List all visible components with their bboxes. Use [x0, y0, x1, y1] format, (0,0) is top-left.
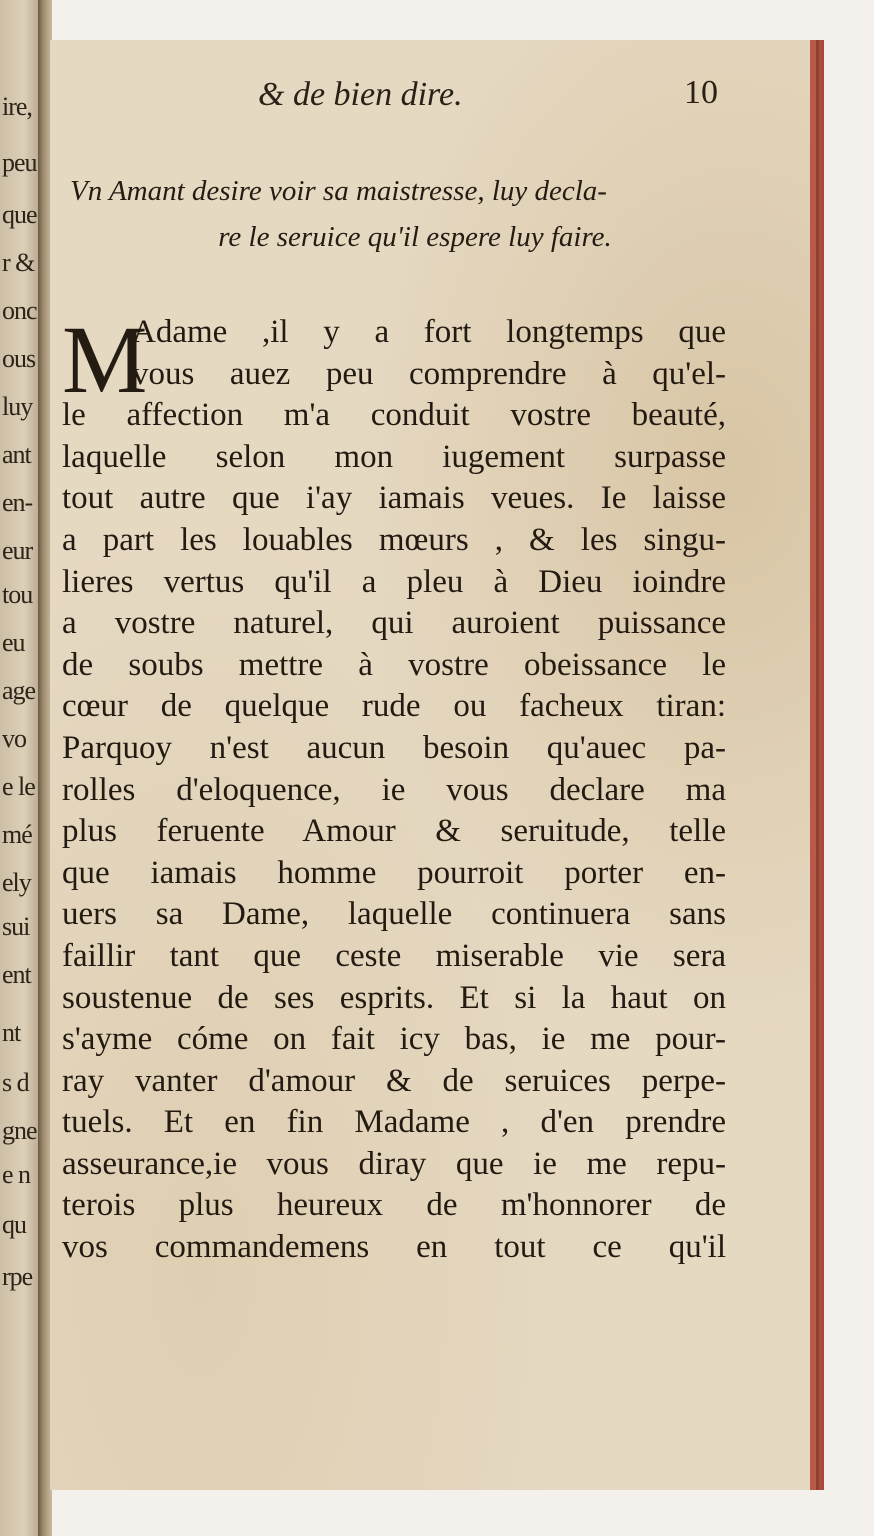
text-line: a vostre naturel, qui auroient puissance: [62, 605, 726, 642]
previous-page-fragment: tou: [2, 580, 33, 609]
chapter-heading: [70, 168, 760, 260]
previous-page-fragment: eur: [2, 536, 33, 565]
text-line: Adame ,il y a fort longtemps que: [132, 314, 726, 350]
previous-page-fragment: gne: [2, 1116, 37, 1145]
text-line: soustenue de ses esprits. Et si la haut on: [62, 979, 726, 1016]
previous-page-fragment: e le: [2, 772, 35, 801]
previous-page-fragment: ely: [2, 868, 31, 897]
text-line: tuels. Et en fin Madame , d'en prendre: [62, 1104, 726, 1141]
previous-page-fragment: mé: [2, 820, 32, 849]
previous-page-fragment: luy: [2, 392, 33, 421]
text-line: s'ayme cóme on fait icy bas, ie me pour-: [62, 1021, 726, 1058]
previous-page-fragment: ant: [2, 440, 31, 469]
previous-page-fragment: en-: [2, 488, 33, 517]
text-line: tout autre que i'ay iamais veues. Ie laisse: [62, 480, 726, 517]
text-line: cœur de quelque rude ou facheux tiran:: [62, 688, 726, 725]
previous-page-fragment: qu: [2, 1210, 26, 1239]
text-line: vos commandemens en tout ce qu'il: [62, 1229, 726, 1266]
text-line: terois plus heureux de m'honnorer de: [62, 1187, 726, 1224]
page-number: 10: [684, 74, 718, 111]
body-text: [62, 306, 726, 1269]
previous-page-fragment: nt: [2, 1018, 21, 1047]
previous-page-fragment: peu: [2, 148, 37, 177]
text-line: a part les louables mœurs , & les singu-: [62, 521, 726, 558]
previous-page-fragment: s d: [2, 1068, 29, 1097]
previous-page-edge: [0, 0, 40, 1536]
text-line: laquelle selon mon iugement surpasse: [62, 438, 726, 475]
text-line: que iamais homme pourroit porter en-: [62, 854, 726, 891]
text-line: uers sa Dame, laquelle continuera sans: [62, 896, 726, 933]
previous-page-fragment: que: [2, 200, 37, 229]
text-line: Parquoy n'est aucun besoin qu'auec pa-: [62, 729, 726, 766]
previous-page-fragment: ent: [2, 960, 31, 989]
previous-page-fragment: e n: [2, 1160, 31, 1189]
chapter-heading-line: Vn Amant desire voir sa maistresse, luy decla-: [70, 175, 607, 207]
previous-page-fragment: r &: [2, 248, 35, 277]
previous-page-fragment: age: [2, 676, 36, 705]
previous-page-fragment: rpe: [2, 1262, 33, 1291]
previous-page-fragment: ous: [2, 344, 36, 373]
text-line: lieres vertus qu'il a pleu à Dieu ioindre: [62, 563, 726, 600]
previous-page-fragment: ire,: [2, 92, 32, 121]
cover-edge: [810, 40, 824, 1490]
drop-cap: M: [62, 306, 148, 413]
previous-page-fragment: sui: [2, 912, 30, 941]
text-line: de soubs mettre à vostre obeissance le: [62, 646, 726, 683]
text-line: ray vanter d'amour & de seruices perpe-: [62, 1062, 726, 1099]
text-line: faillir tant que ceste miserable vie sera: [62, 937, 726, 974]
previous-page-fragment: vo: [2, 724, 26, 753]
text-line: le affection m'a conduit vostre beauté,: [62, 397, 726, 434]
text-line: rolles d'eloquence, ie vous declare ma: [62, 771, 726, 808]
previous-page-fragment: eu: [2, 628, 25, 657]
running-head: & de bien dire.: [258, 76, 463, 113]
text-line: plus feruente Amour & seruitude, telle: [62, 813, 726, 850]
chapter-heading-line: re le seruice qu'il espere luy faire.: [218, 221, 612, 253]
previous-page-fragment: onc: [2, 296, 37, 325]
text-line: asseurance,ie vous diray que ie me repu-: [62, 1145, 726, 1182]
text-line: vous auez peu comprendre à qu'el-: [132, 355, 726, 392]
